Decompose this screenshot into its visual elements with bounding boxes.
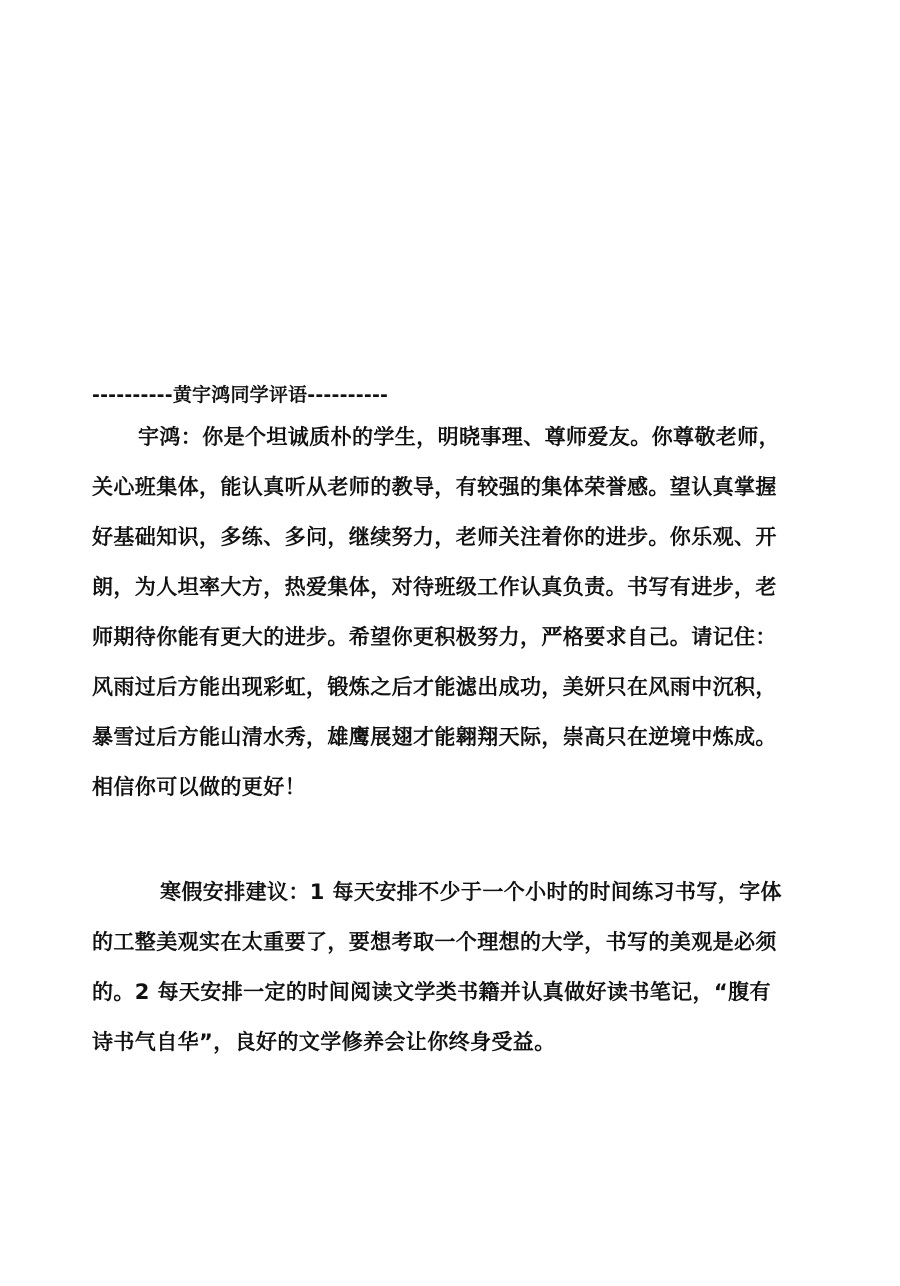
suggestion-line: 寒假安排建议：1 每天安排不少于一个小时的时间练习书写，字体 [160,880,782,904]
section-title: ----------黄宇鸿同学评语---------- [92,384,389,406]
document-body [92,378,832,1067]
comment-line: 暴雪过后方能山清水秀，雄鹰展翅才能翱翔天际，崇高只在逆境中炼成。 [92,725,777,749]
comment-line: 朗，为人坦率大方，热爱集体，对待班级工作认真负责。书写有进步，老 [92,575,777,599]
winter-break-suggestions [92,867,832,1067]
comment-line: 师期待你能有更大的进步。希望你更积极努力，严格要求自己。请记住： [92,625,777,649]
comment-line: 相信你可以做的更好！ [92,775,306,799]
suggestion-line: 的工整美观实在太重要了，要想考取一个理想的大学，书写的美观是必须 [92,930,777,954]
comment-line: 好基础知识，多练、多问，继续努力，老师关注着你的进步。你乐观、开 [92,525,777,549]
comment-line: 关心班集体，能认真听从老师的教导，有较强的集体荣誉感。望认真掌握 [92,475,777,499]
comment-line: 宇鸿：你是个坦诚质朴的学生，明晓事理、尊师爱友。你尊敬老师， [138,425,780,449]
suggestion-line: 的。2 每天安排一定的时间阅读文学类书籍并认真做好读书笔记，“腹有 [92,980,771,1004]
paragraph-gap [92,812,832,867]
comment-line: 风雨过后方能出现彩虹，锻炼之后才能滤出成功，美妍只在风雨中沉积， [92,675,777,699]
suggestion-line: 诗书气自华”，良好的文学修养会让你终身受益。 [92,1030,556,1054]
teacher-comment [92,412,832,812]
